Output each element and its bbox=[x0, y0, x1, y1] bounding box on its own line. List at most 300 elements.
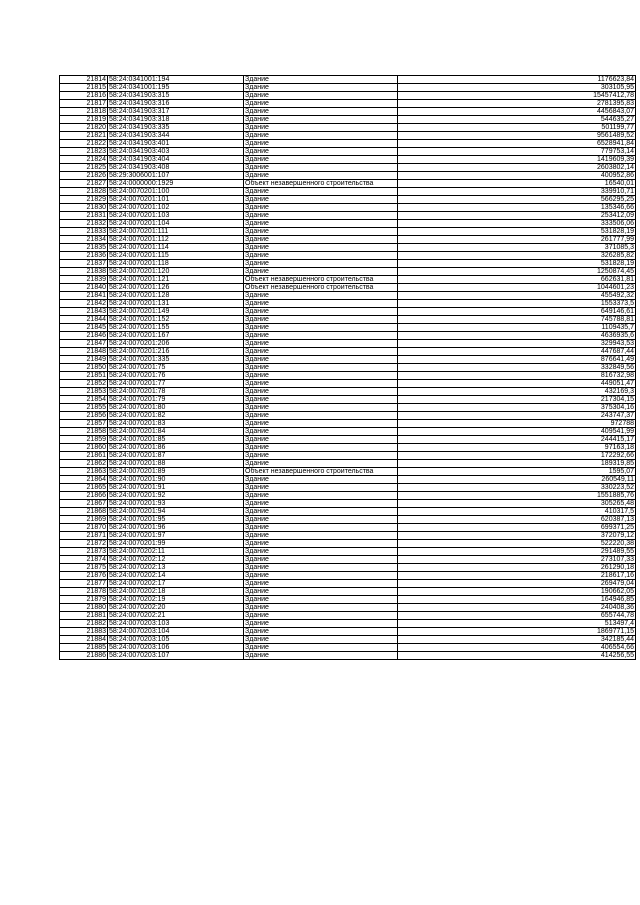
cadastral-number-cell: 58:24:0070202:19 bbox=[108, 596, 244, 604]
object-type-cell: Здание bbox=[244, 540, 398, 548]
cadastral-number-cell: 58:24:0070201:131 bbox=[108, 300, 244, 308]
value-cell: 655744,78 bbox=[398, 612, 636, 620]
table-row bbox=[60, 588, 636, 596]
cadastral-number-cell: 58:24:0070201:79 bbox=[108, 396, 244, 404]
object-type-cell: Здание bbox=[244, 348, 398, 356]
object-type-cell: Здание bbox=[244, 516, 398, 524]
value-cell: 620387,13 bbox=[398, 516, 636, 524]
row-number-cell: 21831 bbox=[60, 212, 108, 220]
table-row bbox=[60, 556, 636, 564]
value-cell: 375304,16 bbox=[398, 404, 636, 412]
row-number-cell: 21819 bbox=[60, 116, 108, 124]
cadastral-number-cell: 58:24:0341903:401 bbox=[108, 140, 244, 148]
object-type-cell: Здание bbox=[244, 260, 398, 268]
row-number-cell: 21833 bbox=[60, 228, 108, 236]
row-number-cell: 21837 bbox=[60, 260, 108, 268]
cadastral-number-cell: 58:24:0070201:115 bbox=[108, 252, 244, 260]
value-cell: 1044601,23 bbox=[398, 284, 636, 292]
object-type-cell: Здание bbox=[244, 84, 398, 92]
cadastral-number-cell: 58:24:0070202:13 bbox=[108, 564, 244, 572]
value-cell: 218617,16 bbox=[398, 572, 636, 580]
table-row bbox=[60, 204, 636, 212]
object-type-cell: Здание bbox=[244, 108, 398, 116]
row-number-cell: 21828 bbox=[60, 188, 108, 196]
table-row bbox=[60, 132, 636, 140]
object-type-cell: Здание bbox=[244, 116, 398, 124]
cadastral-number-cell: 58:24:0070201:102 bbox=[108, 204, 244, 212]
value-cell: 972788 bbox=[398, 420, 636, 428]
row-number-cell: 21814 bbox=[60, 76, 108, 84]
table-row bbox=[60, 316, 636, 324]
object-type-cell: Здание bbox=[244, 156, 398, 164]
object-type-cell: Здание bbox=[244, 556, 398, 564]
table-row bbox=[60, 508, 636, 516]
table-row bbox=[60, 148, 636, 156]
cadastral-number-cell: 58:24:0070201:152 bbox=[108, 316, 244, 324]
object-type-cell: Здание bbox=[244, 92, 398, 100]
value-cell: 329943,53 bbox=[398, 340, 636, 348]
value-cell: 409541,99 bbox=[398, 428, 636, 436]
value-cell: 1551885,76 bbox=[398, 492, 636, 500]
object-type-cell: Здание bbox=[244, 340, 398, 348]
value-cell: 16540,01 bbox=[398, 180, 636, 188]
cadastral-number-cell: 58:24:0070201:103 bbox=[108, 212, 244, 220]
cadastral-number-cell: 58:24:0070201:95 bbox=[108, 516, 244, 524]
cadastral-number-cell: 58:24:0070201:75 bbox=[108, 364, 244, 372]
table-row bbox=[60, 276, 636, 284]
row-number-cell: 21854 bbox=[60, 396, 108, 404]
cadastral-number-cell: 58:24:0070201:92 bbox=[108, 492, 244, 500]
object-type-cell: Здание bbox=[244, 580, 398, 588]
value-cell: 449051,47 bbox=[398, 380, 636, 388]
cadastral-number-cell: 58:24:0070201:100 bbox=[108, 188, 244, 196]
cadastral-number-cell: 58:24:0070201:99 bbox=[108, 540, 244, 548]
row-number-cell: 21880 bbox=[60, 604, 108, 612]
cadastral-number-cell: 58:24:0341903:344 bbox=[108, 132, 244, 140]
row-number-cell: 21838 bbox=[60, 268, 108, 276]
object-type-cell: Здание bbox=[244, 436, 398, 444]
object-type-cell: Здание bbox=[244, 572, 398, 580]
value-cell: 1595,07 bbox=[398, 468, 636, 476]
object-type-cell: Здание bbox=[244, 476, 398, 484]
row-number-cell: 21818 bbox=[60, 108, 108, 116]
row-number-cell: 21870 bbox=[60, 524, 108, 532]
table-row bbox=[60, 340, 636, 348]
value-cell: 501199,77 bbox=[398, 124, 636, 132]
table-row bbox=[60, 244, 636, 252]
cadastral-number-cell: 58:24:0070201:93 bbox=[108, 500, 244, 508]
object-type-cell: Здание bbox=[244, 220, 398, 228]
object-type-cell: Здание bbox=[244, 420, 398, 428]
row-number-cell: 21823 bbox=[60, 148, 108, 156]
row-number-cell: 21826 bbox=[60, 172, 108, 180]
value-cell: 243747,37 bbox=[398, 412, 636, 420]
table-row bbox=[60, 284, 636, 292]
value-cell: 816732,98 bbox=[398, 372, 636, 380]
row-number-cell: 21858 bbox=[60, 428, 108, 436]
row-number-cell: 21882 bbox=[60, 620, 108, 628]
row-number-cell: 21839 bbox=[60, 276, 108, 284]
value-cell: 2603802,14 bbox=[398, 164, 636, 172]
cadastral-number-cell: 58:24:0341903:318 bbox=[108, 116, 244, 124]
object-type-cell: Здание bbox=[244, 492, 398, 500]
object-type-cell: Здание bbox=[244, 428, 398, 436]
table-row bbox=[60, 540, 636, 548]
object-type-cell: Здание bbox=[244, 268, 398, 276]
object-type-cell: Здание bbox=[244, 508, 398, 516]
value-cell: 522220,38 bbox=[398, 540, 636, 548]
value-cell: 6528941,84 bbox=[398, 140, 636, 148]
object-type-cell: Здание bbox=[244, 612, 398, 620]
table-row bbox=[60, 604, 636, 612]
object-type-cell: Здание bbox=[244, 388, 398, 396]
table-row bbox=[60, 324, 636, 332]
value-cell: 189319,85 bbox=[398, 460, 636, 468]
cadastral-number-cell: 58:24:0070201:206 bbox=[108, 340, 244, 348]
row-number-cell: 21832 bbox=[60, 220, 108, 228]
object-type-cell: Здание bbox=[244, 596, 398, 604]
row-number-cell: 21876 bbox=[60, 572, 108, 580]
row-number-cell: 21874 bbox=[60, 556, 108, 564]
value-cell: 406554,66 bbox=[398, 644, 636, 652]
cadastral-number-cell: 58:24:0070201:96 bbox=[108, 524, 244, 532]
object-type-cell: Объект незавершенного строительства bbox=[244, 468, 398, 476]
value-cell: 2781395,83 bbox=[398, 100, 636, 108]
value-cell: 261290,18 bbox=[398, 564, 636, 572]
value-cell: 305265,48 bbox=[398, 500, 636, 508]
object-type-cell: Здание bbox=[244, 604, 398, 612]
object-type-cell: Здание bbox=[244, 628, 398, 636]
object-type-cell: Здание bbox=[244, 444, 398, 452]
table-row bbox=[60, 76, 636, 84]
row-number-cell: 21821 bbox=[60, 132, 108, 140]
cadastral-number-cell: 58:24:0341903:335 bbox=[108, 124, 244, 132]
object-type-cell: Объект незавершенного строительства bbox=[244, 180, 398, 188]
object-type-cell: Здание bbox=[244, 196, 398, 204]
table-row bbox=[60, 484, 636, 492]
object-type-cell: Здание bbox=[244, 404, 398, 412]
object-type-cell: Здание bbox=[244, 396, 398, 404]
cadastral-number-cell: 58:24:0070202:18 bbox=[108, 588, 244, 596]
value-cell: 217304,15 bbox=[398, 396, 636, 404]
cadastral-number-cell: 58:24:0070201:78 bbox=[108, 388, 244, 396]
cadastral-number-cell: 58:24:0070203:105 bbox=[108, 636, 244, 644]
cadastral-number-cell: 58:24:0070202:17 bbox=[108, 580, 244, 588]
value-cell: 172292,66 bbox=[398, 452, 636, 460]
registry-table bbox=[59, 75, 636, 660]
value-cell: 333506,06 bbox=[398, 220, 636, 228]
row-number-cell: 21844 bbox=[60, 316, 108, 324]
value-cell: 649146,61 bbox=[398, 308, 636, 316]
object-type-cell: Объект незавершенного строительства bbox=[244, 284, 398, 292]
row-number-cell: 21835 bbox=[60, 244, 108, 252]
value-cell: 531828,19 bbox=[398, 228, 636, 236]
table-row bbox=[60, 220, 636, 228]
value-cell: 9561489,52 bbox=[398, 132, 636, 140]
row-number-cell: 21825 bbox=[60, 164, 108, 172]
value-cell: 371085,3 bbox=[398, 244, 636, 252]
row-number-cell: 21875 bbox=[60, 564, 108, 572]
row-number-cell: 21862 bbox=[60, 460, 108, 468]
table-row bbox=[60, 108, 636, 116]
cadastral-number-cell: 58:24:0070203:103 bbox=[108, 620, 244, 628]
object-type-cell: Здание bbox=[244, 548, 398, 556]
value-cell: 1176623,84 bbox=[398, 76, 636, 84]
value-cell: 339910,71 bbox=[398, 188, 636, 196]
object-type-cell: Здание bbox=[244, 644, 398, 652]
object-type-cell: Здание bbox=[244, 292, 398, 300]
value-cell: 291489,55 bbox=[398, 548, 636, 556]
table-row bbox=[60, 300, 636, 308]
value-cell: 273107,33 bbox=[398, 556, 636, 564]
table-row bbox=[60, 212, 636, 220]
cadastral-number-cell: 58:24:0070201:87 bbox=[108, 452, 244, 460]
object-type-cell: Здание bbox=[244, 620, 398, 628]
cadastral-number-cell: 58:24:0070201:155 bbox=[108, 324, 244, 332]
table-row bbox=[60, 404, 636, 412]
object-type-cell: Здание bbox=[244, 636, 398, 644]
value-cell: 1419609,39 bbox=[398, 156, 636, 164]
object-type-cell: Здание bbox=[244, 308, 398, 316]
table-row bbox=[60, 412, 636, 420]
object-type-cell: Здание bbox=[244, 412, 398, 420]
table-row bbox=[60, 524, 636, 532]
object-type-cell: Здание bbox=[244, 364, 398, 372]
table-row bbox=[60, 436, 636, 444]
row-number-cell: 21816 bbox=[60, 92, 108, 100]
table-row bbox=[60, 596, 636, 604]
value-cell: 261777,99 bbox=[398, 236, 636, 244]
cadastral-number-cell: 58:24:0070201:90 bbox=[108, 476, 244, 484]
object-type-cell: Здание bbox=[244, 76, 398, 84]
cadastral-number-cell: 58:24:0070202:21 bbox=[108, 612, 244, 620]
row-number-cell: 21850 bbox=[60, 364, 108, 372]
cadastral-number-cell: 58:24:0070201:104 bbox=[108, 220, 244, 228]
object-type-cell: Здание bbox=[244, 132, 398, 140]
cadastral-number-cell: 58:24:0341903:403 bbox=[108, 148, 244, 156]
row-number-cell: 21864 bbox=[60, 476, 108, 484]
cadastral-number-cell: 58:24:0341903:316 bbox=[108, 100, 244, 108]
row-number-cell: 21869 bbox=[60, 516, 108, 524]
row-number-cell: 21842 bbox=[60, 300, 108, 308]
value-cell: 544635,27 bbox=[398, 116, 636, 124]
row-number-cell: 21840 bbox=[60, 284, 108, 292]
table-row bbox=[60, 644, 636, 652]
row-number-cell: 21820 bbox=[60, 124, 108, 132]
value-cell: 876641,49 bbox=[398, 356, 636, 364]
cadastral-number-cell: 58:24:0070201:121 bbox=[108, 276, 244, 284]
row-number-cell: 21822 bbox=[60, 140, 108, 148]
row-number-cell: 21846 bbox=[60, 332, 108, 340]
value-cell: 400952,86 bbox=[398, 172, 636, 180]
cadastral-number-cell: 58:24:0070201:77 bbox=[108, 380, 244, 388]
cadastral-number-cell: 58:29:3006001:107 bbox=[108, 172, 244, 180]
row-number-cell: 21877 bbox=[60, 580, 108, 588]
table-row bbox=[60, 348, 636, 356]
cadastral-number-cell: 58:24:0070202:20 bbox=[108, 604, 244, 612]
value-cell: 566295,25 bbox=[398, 196, 636, 204]
value-cell: 745788,81 bbox=[398, 316, 636, 324]
object-type-cell: Здание bbox=[244, 252, 398, 260]
cadastral-number-cell: 58:24:0070202:11 bbox=[108, 548, 244, 556]
cadastral-number-cell: 58:24:0070201:83 bbox=[108, 420, 244, 428]
row-number-cell: 21885 bbox=[60, 644, 108, 652]
row-number-cell: 21851 bbox=[60, 372, 108, 380]
cadastral-number-cell: 58:24:0070201:88 bbox=[108, 460, 244, 468]
row-number-cell: 21824 bbox=[60, 156, 108, 164]
cadastral-number-cell: 58:24:0070201:85 bbox=[108, 436, 244, 444]
cadastral-number-cell: 58:24:0070201:128 bbox=[108, 292, 244, 300]
table-row bbox=[60, 228, 636, 236]
row-number-cell: 21836 bbox=[60, 252, 108, 260]
value-cell: 190662,05 bbox=[398, 588, 636, 596]
table-row bbox=[60, 572, 636, 580]
table-row bbox=[60, 396, 636, 404]
value-cell: 269479,04 bbox=[398, 580, 636, 588]
row-number-cell: 21861 bbox=[60, 452, 108, 460]
object-type-cell: Здание bbox=[244, 100, 398, 108]
value-cell: 699371,25 bbox=[398, 524, 636, 532]
table-row bbox=[60, 564, 636, 572]
row-number-cell: 21848 bbox=[60, 348, 108, 356]
table-row bbox=[60, 652, 636, 660]
row-number-cell: 21881 bbox=[60, 612, 108, 620]
object-type-cell: Здание bbox=[244, 524, 398, 532]
cadastral-number-cell: 58:24:0070201:112 bbox=[108, 236, 244, 244]
value-cell: 4456843,07 bbox=[398, 108, 636, 116]
table-row bbox=[60, 420, 636, 428]
object-type-cell: Здание bbox=[244, 228, 398, 236]
table-row bbox=[60, 468, 636, 476]
value-cell: 330223,52 bbox=[398, 484, 636, 492]
cadastral-number-cell: 58:24:0341001:194 bbox=[108, 76, 244, 84]
row-number-cell: 21857 bbox=[60, 420, 108, 428]
value-cell: 164946,85 bbox=[398, 596, 636, 604]
registry-table-body bbox=[60, 76, 636, 660]
cadastral-number-cell: 58:24:0070201:114 bbox=[108, 244, 244, 252]
object-type-cell: Объект незавершенного строительства bbox=[244, 276, 398, 284]
table-row bbox=[60, 500, 636, 508]
cadastral-number-cell: 58:24:0070201:120 bbox=[108, 268, 244, 276]
table-row bbox=[60, 356, 636, 364]
row-number-cell: 21845 bbox=[60, 324, 108, 332]
cadastral-number-cell: 58:24:0070201:94 bbox=[108, 508, 244, 516]
table-row bbox=[60, 196, 636, 204]
table-row bbox=[60, 516, 636, 524]
table-row bbox=[60, 612, 636, 620]
value-cell: 1109435,7 bbox=[398, 324, 636, 332]
row-number-cell: 21873 bbox=[60, 548, 108, 556]
row-number-cell: 21886 bbox=[60, 652, 108, 660]
object-type-cell: Здание bbox=[244, 532, 398, 540]
table-row bbox=[60, 180, 636, 188]
object-type-cell: Здание bbox=[244, 204, 398, 212]
table-row bbox=[60, 116, 636, 124]
cadastral-number-cell: 58:24:0070201:80 bbox=[108, 404, 244, 412]
table-row bbox=[60, 292, 636, 300]
cadastral-number-cell: 58:24:0070201:216 bbox=[108, 348, 244, 356]
table-row bbox=[60, 380, 636, 388]
table-row bbox=[60, 164, 636, 172]
value-cell: 4636935,6 bbox=[398, 332, 636, 340]
object-type-cell: Здание bbox=[244, 172, 398, 180]
object-type-cell: Здание bbox=[244, 652, 398, 660]
row-number-cell: 21856 bbox=[60, 412, 108, 420]
cadastral-number-cell: 58:24:0070201:118 bbox=[108, 260, 244, 268]
row-number-cell: 21867 bbox=[60, 500, 108, 508]
cadastral-number-cell: 58:24:0070203:107 bbox=[108, 652, 244, 660]
table-row bbox=[60, 492, 636, 500]
row-number-cell: 21868 bbox=[60, 508, 108, 516]
value-cell: 135346,66 bbox=[398, 204, 636, 212]
row-number-cell: 21843 bbox=[60, 308, 108, 316]
value-cell: 531828,19 bbox=[398, 260, 636, 268]
table-row bbox=[60, 476, 636, 484]
value-cell: 779753,14 bbox=[398, 148, 636, 156]
table-row bbox=[60, 188, 636, 196]
value-cell: 372079,12 bbox=[398, 532, 636, 540]
value-cell: 455492,32 bbox=[398, 292, 636, 300]
row-number-cell: 21879 bbox=[60, 596, 108, 604]
cadastral-number-cell: 58:24:0070201:101 bbox=[108, 196, 244, 204]
row-number-cell: 21865 bbox=[60, 484, 108, 492]
object-type-cell: Здание bbox=[244, 356, 398, 364]
table-row bbox=[60, 636, 636, 644]
cadastral-number-cell: 58:24:0341903:315 bbox=[108, 92, 244, 100]
value-cell: 260549,11 bbox=[398, 476, 636, 484]
object-type-cell: Здание bbox=[244, 188, 398, 196]
table-row bbox=[60, 100, 636, 108]
row-number-cell: 21859 bbox=[60, 436, 108, 444]
cadastral-number-cell: 58:24:0341903:408 bbox=[108, 164, 244, 172]
object-type-cell: Здание bbox=[244, 500, 398, 508]
table-row bbox=[60, 236, 636, 244]
cadastral-number-cell: 58:24:0070201:82 bbox=[108, 412, 244, 420]
object-type-cell: Здание bbox=[244, 564, 398, 572]
row-number-cell: 21834 bbox=[60, 236, 108, 244]
value-cell: 447687,44 bbox=[398, 348, 636, 356]
cadastral-number-cell: 58:24:0070203:106 bbox=[108, 644, 244, 652]
value-cell: 1553373,5 bbox=[398, 300, 636, 308]
value-cell: 303105,95 bbox=[398, 84, 636, 92]
cadastral-number-cell: 58:24:0070203:104 bbox=[108, 628, 244, 636]
object-type-cell: Здание bbox=[244, 244, 398, 252]
value-cell: 342185,44 bbox=[398, 636, 636, 644]
cadastral-number-cell: 58:24:0070201:167 bbox=[108, 332, 244, 340]
row-number-cell: 21878 bbox=[60, 588, 108, 596]
table-row bbox=[60, 308, 636, 316]
table-row bbox=[60, 452, 636, 460]
row-number-cell: 21847 bbox=[60, 340, 108, 348]
object-type-cell: Здание bbox=[244, 452, 398, 460]
table-row bbox=[60, 580, 636, 588]
value-cell: 513497,4 bbox=[398, 620, 636, 628]
row-number-cell: 21860 bbox=[60, 444, 108, 452]
row-number-cell: 21841 bbox=[60, 292, 108, 300]
row-number-cell: 21827 bbox=[60, 180, 108, 188]
row-number-cell: 21866 bbox=[60, 492, 108, 500]
row-number-cell: 21871 bbox=[60, 532, 108, 540]
row-number-cell: 21817 bbox=[60, 100, 108, 108]
cadastral-number-cell: 58:24:0070202:14 bbox=[108, 572, 244, 580]
table-row bbox=[60, 444, 636, 452]
table-row bbox=[60, 372, 636, 380]
cadastral-number-cell: 58:24:0341001:195 bbox=[108, 84, 244, 92]
table-row bbox=[60, 332, 636, 340]
value-cell: 1869771,15 bbox=[398, 628, 636, 636]
value-cell: 662631,81 bbox=[398, 276, 636, 284]
cadastral-number-cell: 58:24:0070201:89 bbox=[108, 468, 244, 476]
